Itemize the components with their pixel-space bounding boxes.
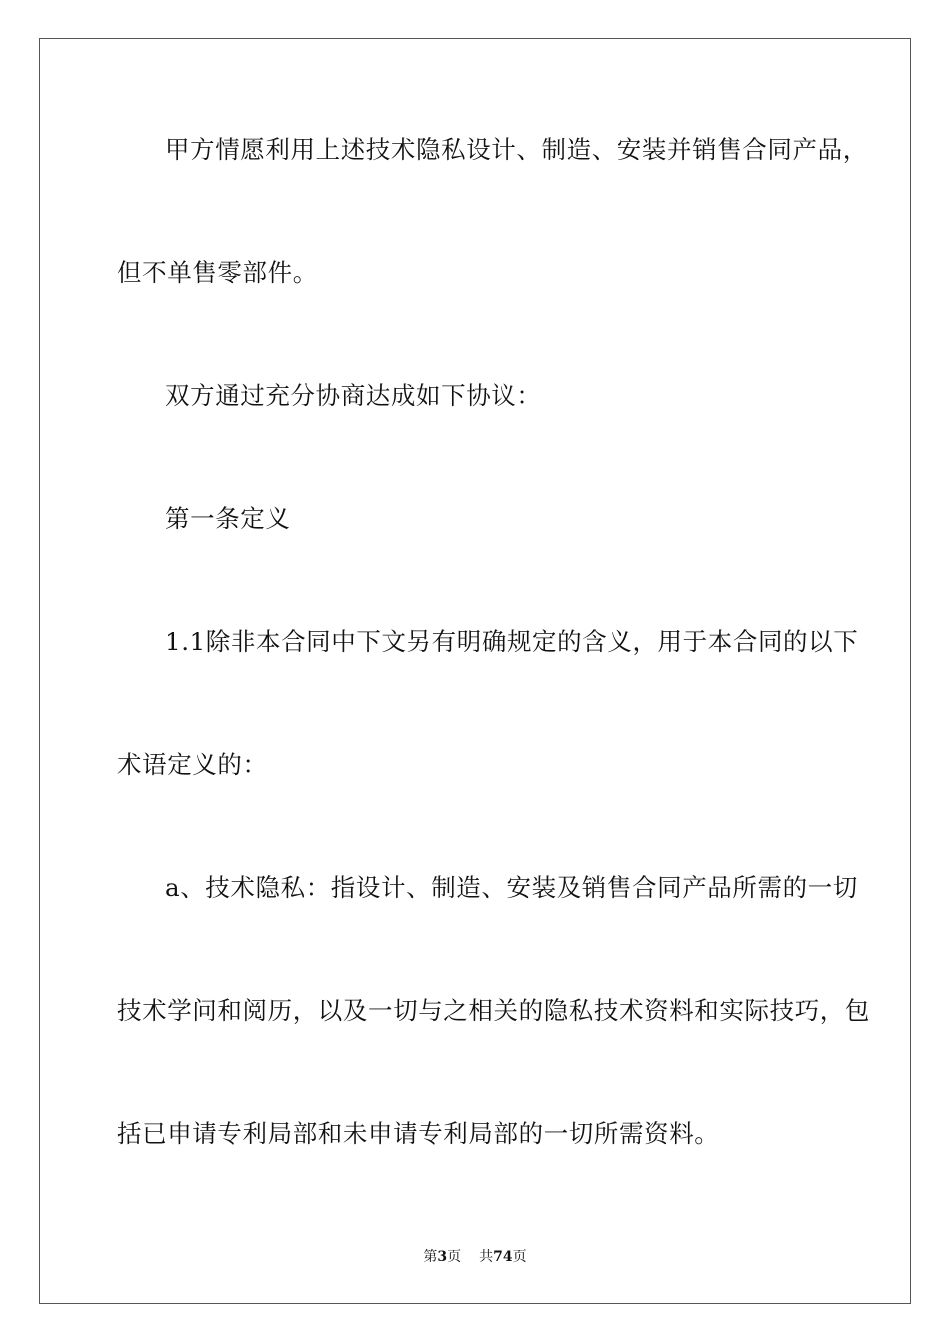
footer-total-pages: 74 bbox=[493, 1249, 513, 1265]
page-border bbox=[39, 38, 911, 1304]
footer-page-number: 3 bbox=[437, 1249, 448, 1265]
paragraph-line-7: a、技术隐私：指设计、制造、安装及销售合同产品所需的一切 bbox=[165, 873, 858, 902]
paragraph-line-1: 甲方情愿利用上述技术隐私设计、制造、安装并销售合同产品， bbox=[165, 135, 868, 164]
paragraph-line-8: 技术学问和阅历，以及一切与之相关的隐私技术资料和实际技巧，包 bbox=[117, 996, 870, 1025]
footer-page-prefix: 第 bbox=[423, 1249, 438, 1265]
section-heading: 第一条定义 bbox=[165, 504, 291, 533]
page-footer bbox=[0, 1248, 950, 1266]
paragraph-line-6: 术语定义的： bbox=[117, 750, 268, 779]
paragraph-line-5: 1.1除非本合同中下文另有明确规定的含义，用于本合同的以下 bbox=[165, 627, 859, 656]
paragraph-line-3: 双方通过充分协商达成如下协议： bbox=[165, 381, 542, 410]
footer-total-prefix: 共 bbox=[479, 1249, 494, 1265]
footer-total-suffix: 页 bbox=[512, 1249, 527, 1265]
footer-page-suffix: 页 bbox=[447, 1249, 462, 1265]
paragraph-line-9: 括已申请专利局部和未申请专利局部的一切所需资料。 bbox=[117, 1119, 720, 1148]
paragraph-line-2: 但不单售零部件。 bbox=[117, 258, 318, 287]
